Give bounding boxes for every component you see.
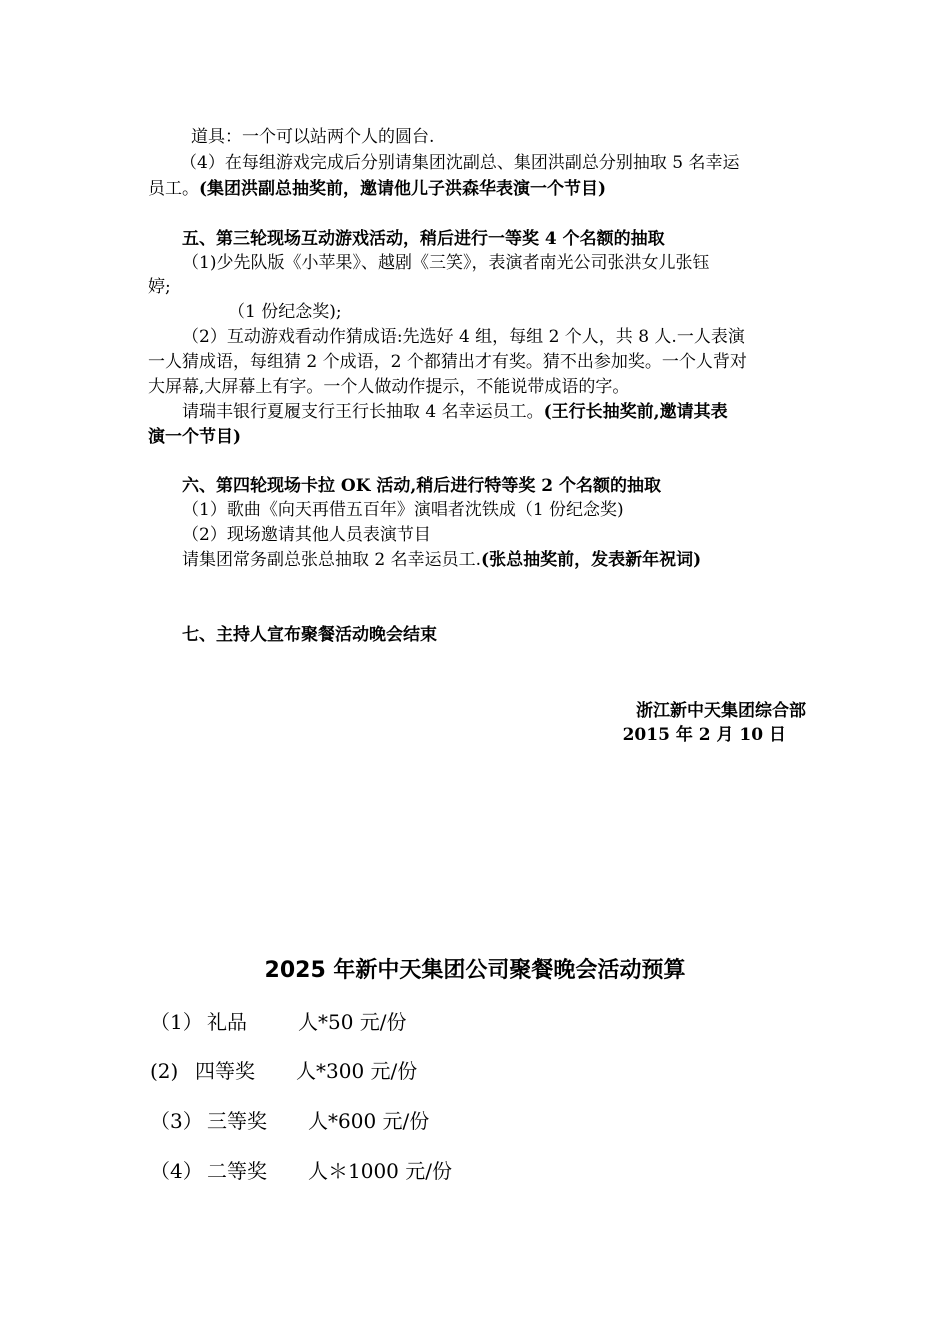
section6-item2: （2）现场邀请其他人员表演节目 [182,525,431,545]
section5-draw-line2: 演一个节目) [148,427,242,447]
section4-item4-line1: （4）在每组游戏完成后分别请集团沈副总、集团洪副总分别抽取 5 名幸运 [180,153,740,173]
section5-item2-line3: 大屏幕,大屏幕上有字。一个人做动作提示，不能说带成语的字。 [148,377,630,397]
budget-item-number: （1） [150,1010,203,1034]
section5-draw-note: (王行长抽奖前,邀请其表 [543,402,728,422]
budget-item-name: 四等奖 [195,1059,255,1083]
budget-item-price: 人*50 元/份 [298,1010,407,1034]
section4-item4-note: (集团洪副总抽奖前，邀请他儿子洪森华表演一个节目) [199,179,607,199]
budget-item-number: （3） [150,1109,203,1133]
section5-draw-line1 [182,400,728,424]
budget-item-name: 礼品 [207,1010,247,1034]
budget-item [150,1107,429,1135]
props-line: 道具：一个可以站两个人的圆台. [191,127,435,147]
signature-org: 浙江新中天集团综合部 [636,701,806,721]
section6-draw-note: (张总抽奖前，发表新年祝词) [481,550,702,570]
section5-draw-text: 请瑞丰银行夏履支行王行长抽取 4 名幸运员工。 [182,402,544,422]
budget-item-name: 二等奖 [207,1159,267,1183]
signature-date: 2015 年 2 月 10 日 [622,725,786,745]
budget-item [150,1008,407,1036]
budget-item-price: 人＊1000 元/份 [308,1159,452,1183]
section6-item1: （1）歌曲《向天再借五百年》演唱者沈铁成（1 份纪念奖) [182,500,624,520]
section5-item1-line2: 婷; [148,277,171,297]
section5-item2-line1: （2）互动游戏看动作猜成语:先选好 4 组，每组 2 个人，共 8 人.一人表演 [182,327,745,347]
section4-item4-text: 员工。 [148,179,199,199]
section6-draw-line [182,548,701,572]
section5-item2-line2: 一人猜成语，每组猜 2 个成语，2 个都猜出才有奖。猜不出参加奖。一个人背对 [148,352,747,372]
section5-heading: 五、第三轮现场互动游戏活动，稍后进行一等奖 4 个名额的抽取 [182,229,665,249]
budget-title: 2025 年新中天集团公司聚餐晚会活动预算 [264,958,686,983]
section6-heading: 六、第四轮现场卡拉 OK 活动,稍后进行特等奖 2 个名额的抽取 [182,476,662,496]
section7-heading: 七、主持人宣布聚餐活动晚会结束 [182,625,437,645]
budget-item-number: （4） [150,1159,203,1183]
section4-item4-line2 [148,177,606,201]
budget-item-number: (2) [150,1059,179,1083]
budget-item-name: 三等奖 [207,1109,267,1133]
budget-item-price: 人*300 元/份 [296,1059,418,1083]
budget-item [150,1057,417,1085]
budget-item-price: 人*600 元/份 [308,1109,430,1133]
section5-item1-line1: （1)少先队版《小苹果》、越剧《三笑》，表演者南光公司张洪女儿张钰 [182,253,710,273]
section5-item1-line3: （1 份纪念奖); [228,302,342,322]
budget-item [150,1157,452,1185]
section6-draw-text: 请集团常务副总张总抽取 2 名幸运员工. [182,550,482,570]
